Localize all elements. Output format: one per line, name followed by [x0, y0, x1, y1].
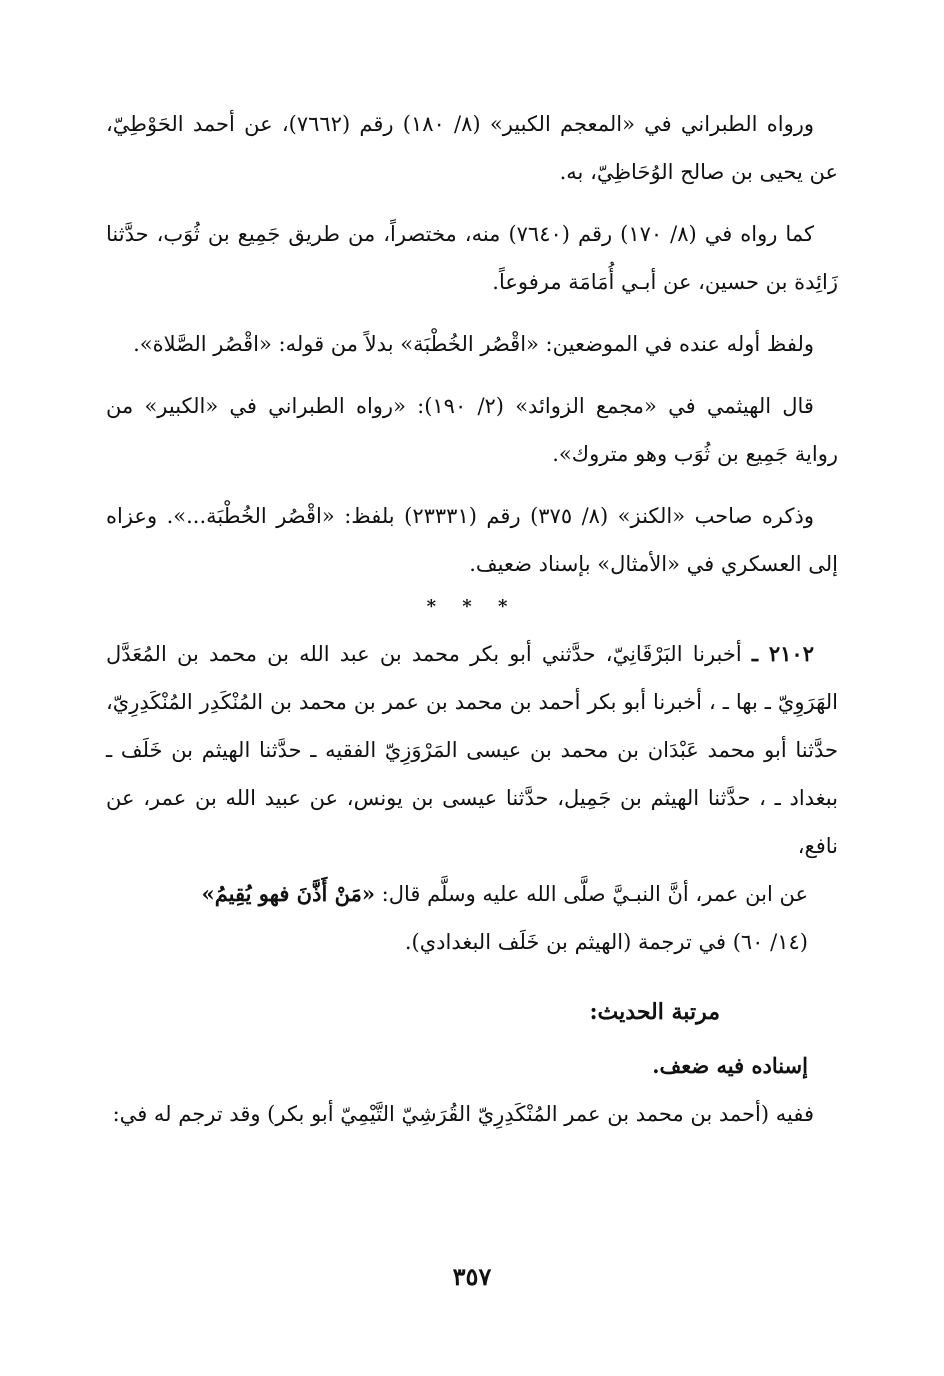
paragraph-abbreviated-narration: كما رواه في (٨/ ١٧٠) رقم (٧٦٤٠) منه، مختصراً، من طريق جَمِيع بن ثُوَب، حدَّثنا زَائِدة بن حسين، عن أبـي أُمَامَة مرفوعاً.	[106, 222, 838, 294]
paragraph-wording-note: ولفظ أوله عنده في الموضعين: «اقْصُر الخُطْبَة» بدلاً من قوله: «اقْصُر الصَّلاة».	[133, 332, 814, 356]
hadith-matn-paragraph	[106, 870, 838, 918]
hadith-source-reference: (١٤/ ٦٠) في ترجمة (الهيثم بن خَلَف البغدادي).	[404, 930, 808, 954]
paragraph-kanz-reference: وذكره صاحب «الكنز» (٨/ ٣٧٥) رقم (٢٣٣٣١) بلفظ: «اقْصُر الخُطْبَة...». وعزاه إلى العسكري في «الأمثال» بإسناد ضعيف.	[106, 504, 838, 576]
paragraph-haythami-quote: قال الهيثمي في «مجمع الزوائد» (٢/ ١٩٠): «رواه الطبراني في «الكبير» من رواية جَمِيع بن ثُوَب وهو متروك».	[106, 394, 838, 466]
section-separator: * * *	[426, 596, 518, 617]
hadith-matn-intro: عن ابن عمر، أنَّ النبـيَّ صلَّى الله عليه وسلَّم قال:	[374, 882, 808, 906]
paragraph-tabarani-narration: ورواه الطبراني في «المعجم الكبير» (٨/ ١٨٠) رقم (٧٦٦٢)، عن أحمد الحَوْطِيّ، عن يحيى بن صالح الوُحَاظِيّ، به.	[106, 112, 838, 184]
grading-explanation: ففيه (أحمد بن محمد بن عمر المُنْكَدِرِيّ القُرَشِيّ التَّيْمِيّ أبو بكر) وقد ترجم له في:	[112, 1102, 814, 1126]
page-number: ٣٥٧	[452, 1262, 492, 1291]
grading-verdict: إسناده فيه ضعف.	[652, 1053, 808, 1078]
hadith-number: ٢١٠٢ ـ	[751, 641, 814, 666]
hadith-isnad: أخبرنا البَرْقَانِيّ، حدَّثني أبو بكر محمد بن عبد الله بن محمد بن المُعَدَّل الهَرَوِيّ ـ بها ـ ، أخبرنا أبو بكر أحمد بن محمد بن عمر بن محمد بن المُنْكَدِر المُنْكَدِرِيّ، حدَّثنا أبو محمد عَبْدَان بن محمد بن عيسى المَرْوَزِيّ الفقيه ـ حدَّثنا الهيثم بن خَلَف ـ ببغداد ـ ، حدَّثنا الهيثم بن جَمِيل، حدَّثنا عيسى بن يونس، عن عبيد الله بن عمر، عن نافع،	[106, 642, 838, 858]
grading-heading: مرتبة الحديث:	[589, 999, 720, 1025]
hadith-isnad-paragraph	[106, 630, 838, 870]
hadith-matn-quote: «مَنْ أَذَّنَ فهو يُقِيمُ»	[201, 881, 375, 906]
